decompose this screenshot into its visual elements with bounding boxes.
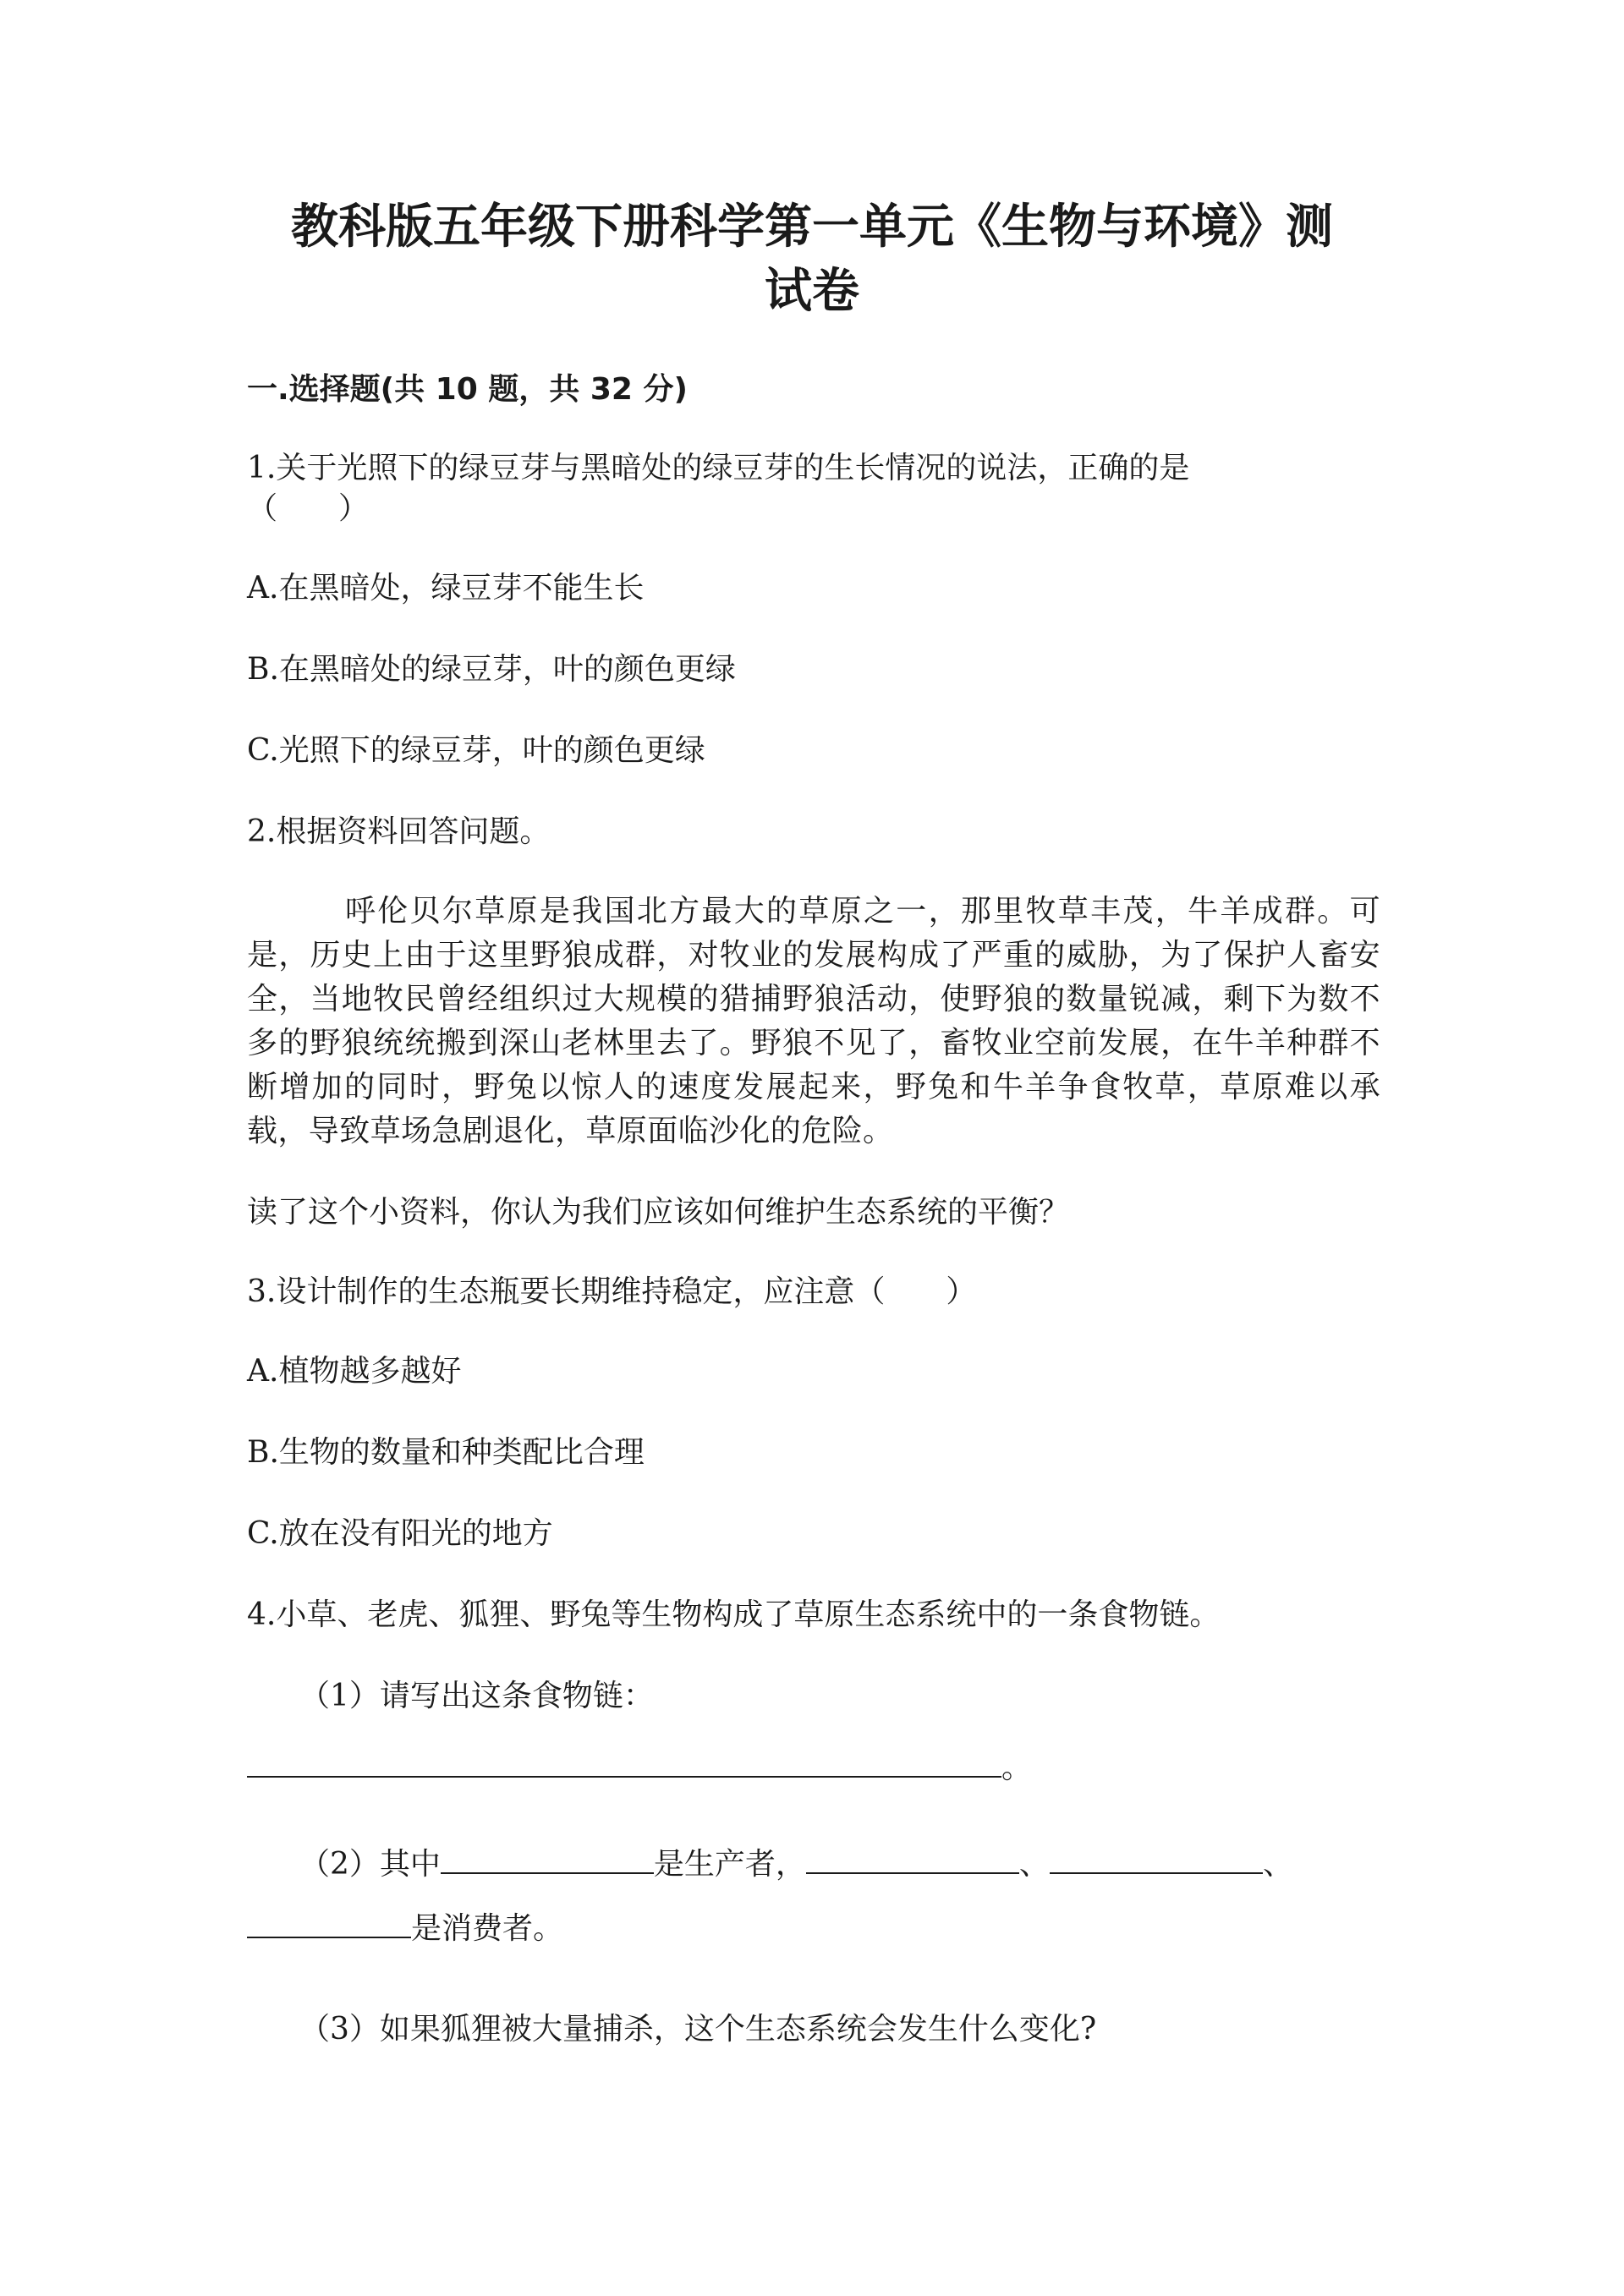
q2-question: 读了这个小资料，你认为我们应该如何维护生态系统的平衡？	[247, 1195, 1070, 1230]
q4-part-2-consumer-text: 是消费者。	[411, 1911, 564, 1946]
consumer-blank-2[interactable]	[1050, 1844, 1263, 1874]
q1-option-c: C.光照下的绿豆芽，叶的颜色更绿	[247, 733, 705, 768]
consumer-blank-3[interactable]	[247, 1908, 411, 1938]
producer-blank[interactable]	[441, 1844, 654, 1874]
q3-option-b: B.生物的数量和种类配比合理	[247, 1435, 645, 1470]
q3-option-c: C.放在没有阳光的地方	[247, 1516, 553, 1551]
page-title-line-1: 教科版五年级下册科学第一单元《生物与环境》测	[291, 200, 1333, 255]
q4-part-2-line-2	[247, 1908, 563, 1949]
q3-option-a: A.植物越多越好	[247, 1354, 462, 1389]
q2-stem: 2.根据资料回答问题。	[247, 814, 551, 849]
q4-part-2-prefix: （2）其中	[299, 1847, 441, 1882]
q4-part-2-separator-1: 、	[1018, 1847, 1050, 1882]
q4-part-1-answer-line	[247, 1747, 1032, 1789]
q4-part-1: （1）请写出这条食物链：	[299, 1679, 654, 1713]
q4-part-3: （3）如果狐狸被大量捕杀，这个生态系统会发生什么变化?	[299, 2012, 1097, 2047]
q4-part-2-producer-text: 是生产者，	[653, 1847, 806, 1882]
page-title-line-2: 试卷	[765, 264, 859, 319]
q1-answer-bracket: （ ）	[247, 491, 370, 526]
q4-stem: 4.小草、老虎、狐狸、野兔等生物构成了草原生态系统中的一条食物链。	[247, 1597, 1221, 1632]
q4-part-2-line-1	[299, 1844, 1293, 1885]
q3-stem: 3.设计制作的生态瓶要长期维持稳定，应注意（ ）	[247, 1274, 977, 1309]
q1-option-b: B.在黑暗处的绿豆芽，叶的颜色更绿	[247, 652, 736, 687]
section-heading: 一.选择题(共 10 题，共 32 分)	[247, 372, 688, 407]
q2-passage: 呼伦贝尔草原是我国北方最大的草原之一，那里牧草丰茂，牛羊成群。可是，历史上由于这里野狼成群，对牧业的发展构成了严重的威胁，为了保护人畜安全，当地牧民曾经组织过大规模的猎捕野狼活动，使野狼的数量锐减，剩下为数不多的野狼统统搬到深山老林里去了。野狼不见了，畜牧业空前发展，在牛羊种群不断增加的同时，野兔以惊人的速度发展起来，野兔和牛羊争食牧草，草原难以承载，导致草场急剧退化，草原面临沙化的危险。	[247, 894, 1380, 1148]
q1-option-a: A.在黑暗处，绿豆芽不能生长	[247, 571, 645, 606]
q4-part-1-end: 。	[1001, 1751, 1033, 1785]
q4-part-2-separator-2: 、	[1262, 1847, 1293, 1882]
consumer-blank-1[interactable]	[806, 1844, 1019, 1874]
q1-stem: 1.关于光照下的绿豆芽与黑暗处的绿豆芽的生长情况的说法，正确的是	[247, 451, 1190, 485]
food-chain-blank[interactable]	[247, 1747, 1001, 1778]
